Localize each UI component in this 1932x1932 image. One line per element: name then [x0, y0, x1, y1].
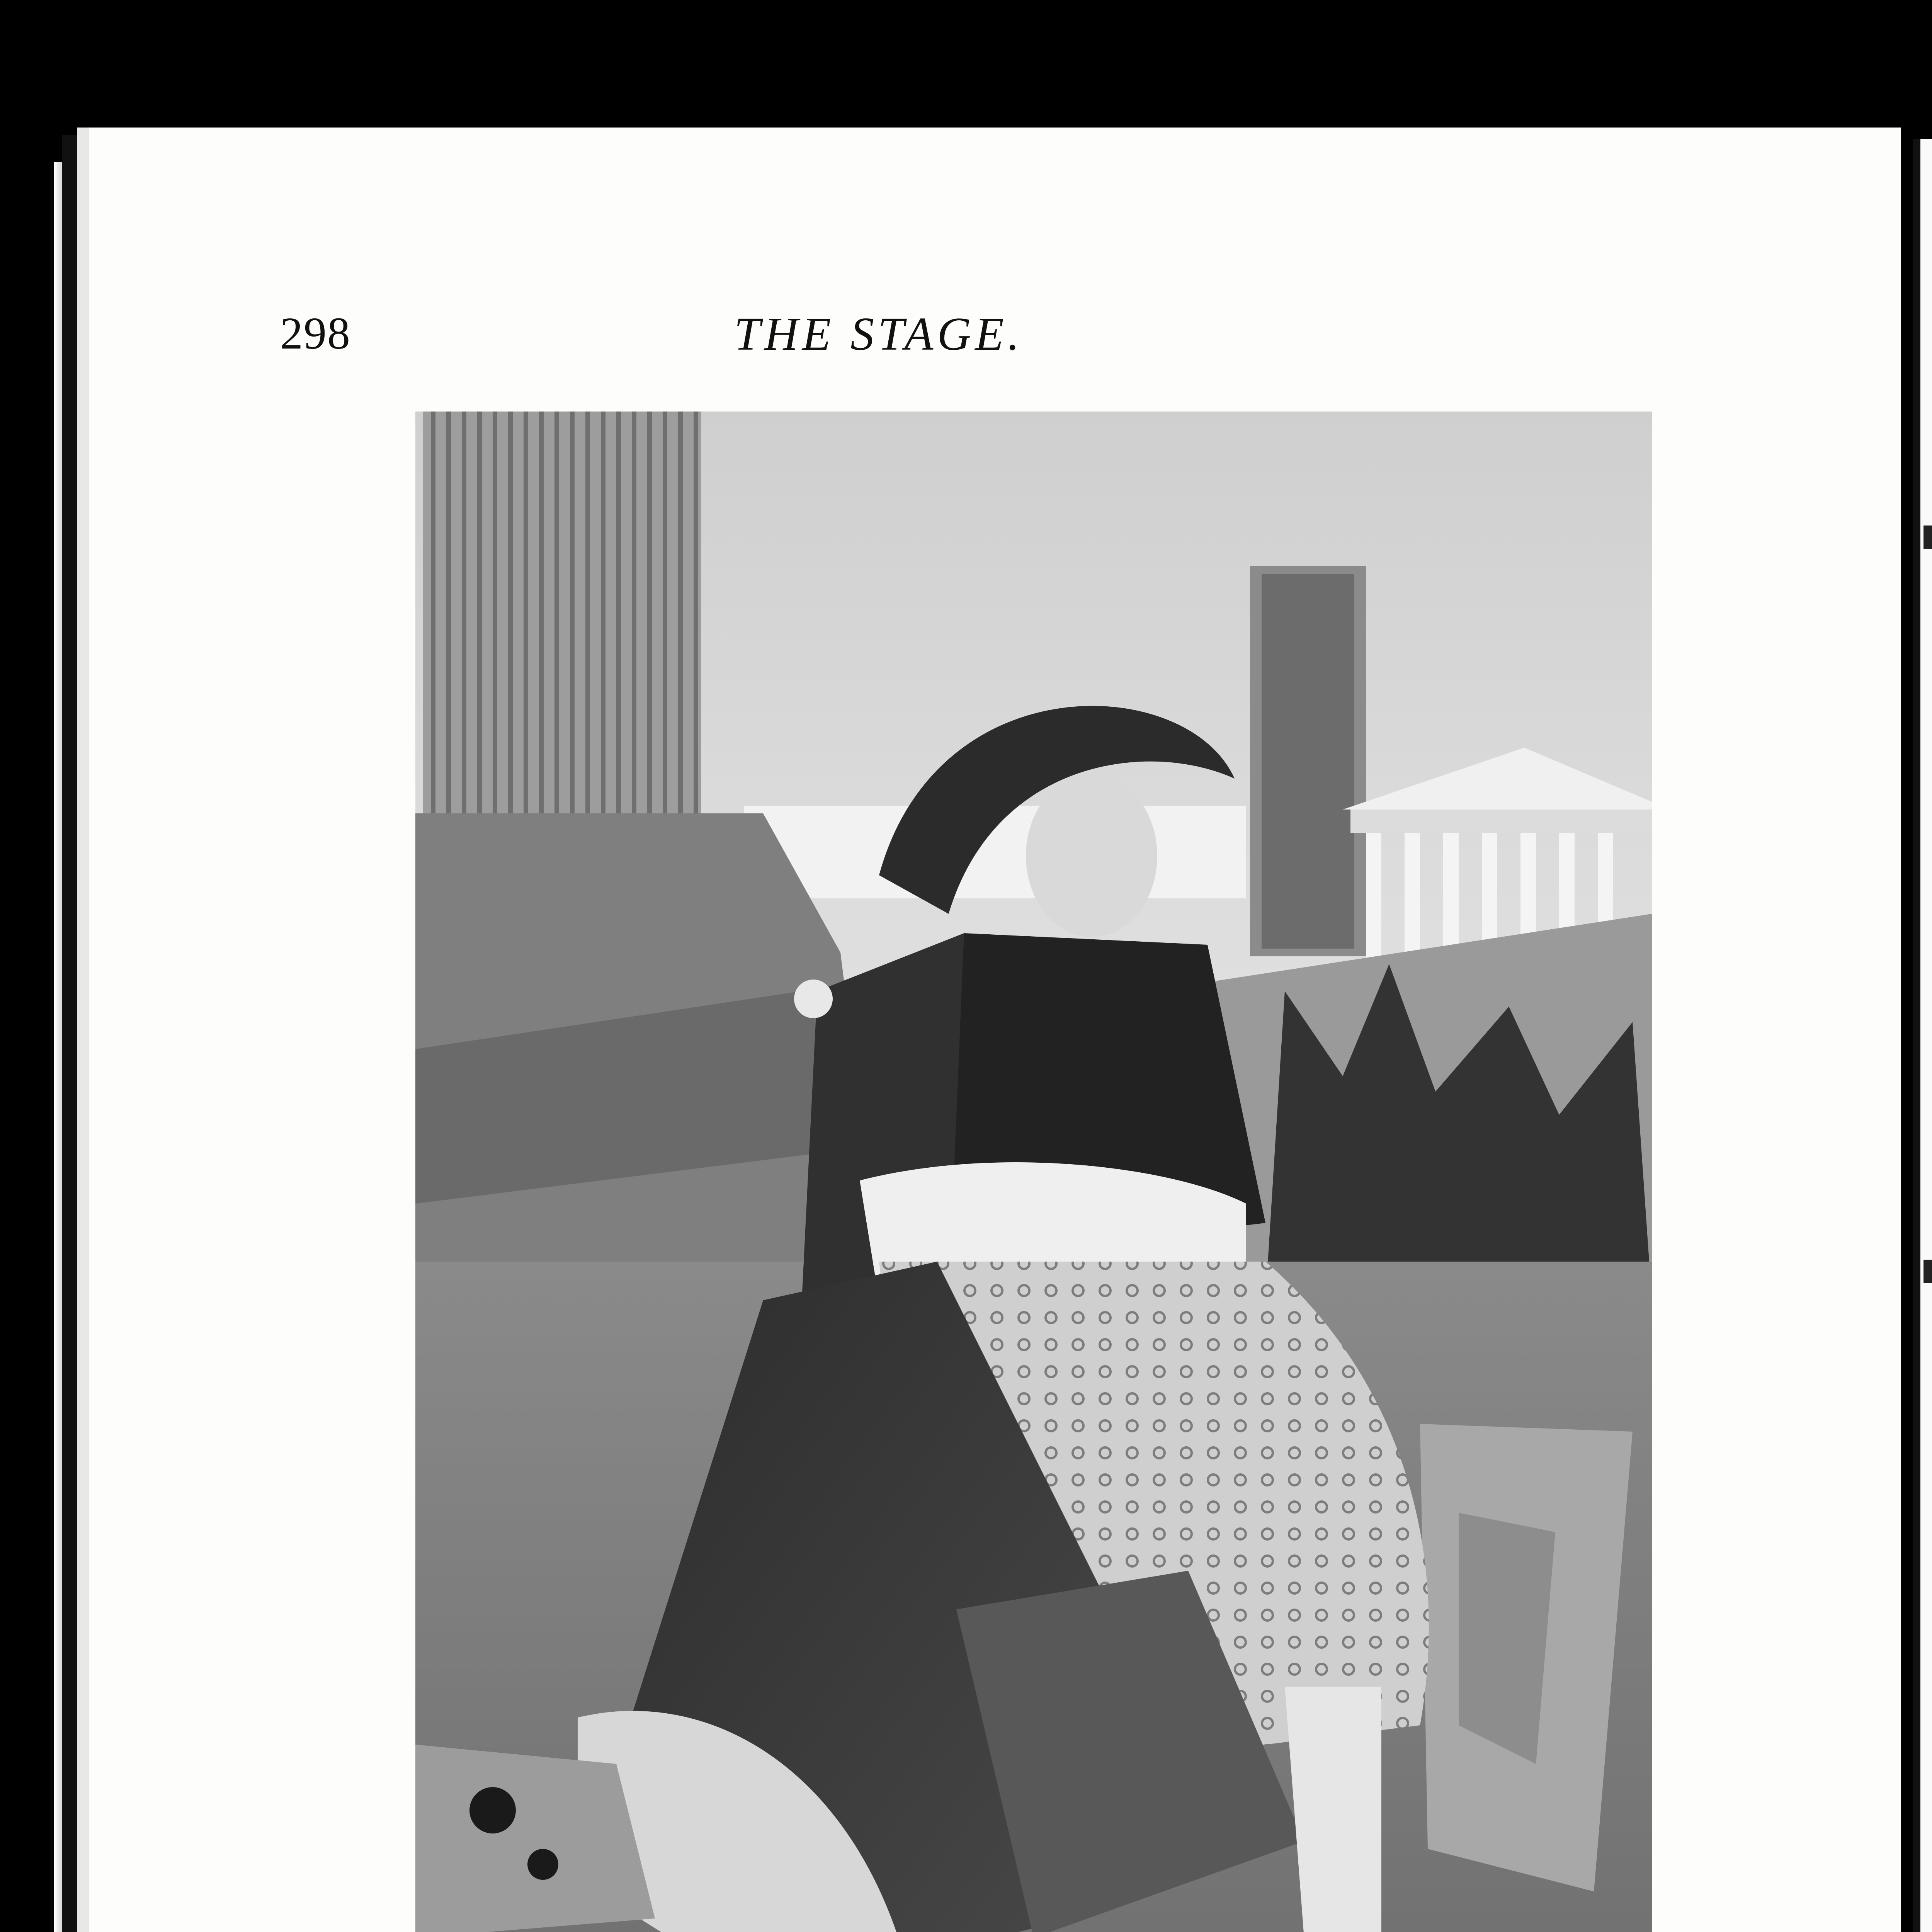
- adjacent-page-edge: [1913, 139, 1932, 1932]
- page-edge: [54, 162, 70, 1932]
- running-title: THE STAGE.: [734, 308, 1024, 360]
- page-number: 298: [280, 308, 351, 359]
- portrait-photograph: [415, 412, 1652, 1932]
- photograph-illustration: [415, 412, 1652, 1932]
